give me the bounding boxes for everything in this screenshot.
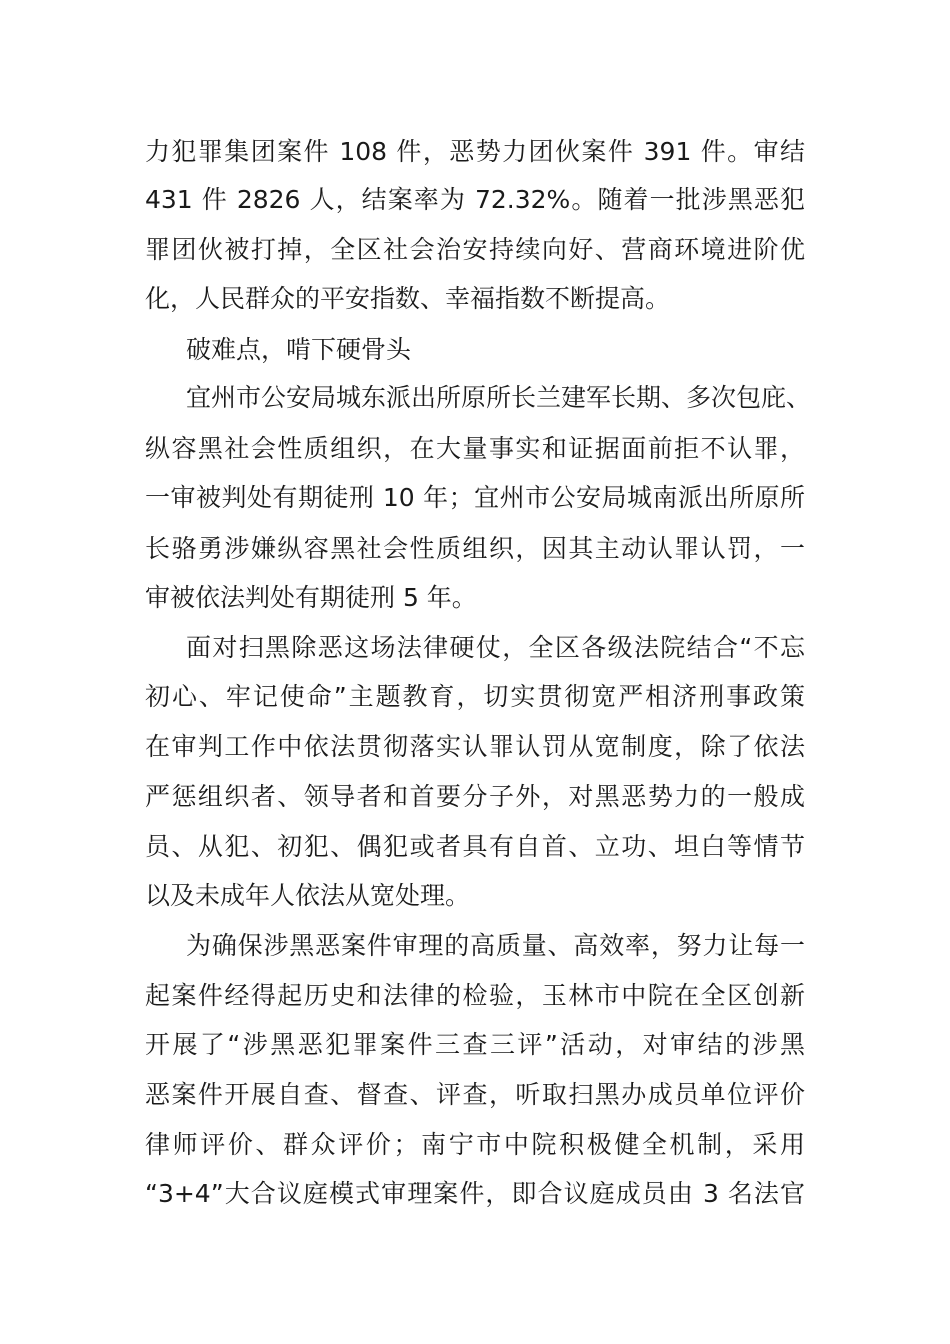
paragraph-line: 纵容黑社会性质组织，在大量事实和证据面前拒不认罪，	[145, 434, 805, 463]
paragraph-line: 面对扫黑除恶这场法律硬仗，全区各级法院结合“不忘	[186, 633, 805, 662]
paragraph-line: 罪团伙被打掉，全区社会治安持续向好、营商环境进阶优	[145, 235, 805, 264]
paragraph-line: 恶案件开展自查、督查、评查，听取扫黑办成员单位评价	[145, 1080, 805, 1109]
paragraph-line: 为确保涉黑恶案件审理的高质量、高效率，努力让每一	[186, 931, 805, 960]
paragraph-line: 律师评价、群众评价；南宁市中院积极健全机制，采用	[145, 1130, 805, 1159]
paragraph-line: 431 件 2826 人，结案率为 72.32%。随着一批涉黑恶犯	[145, 185, 805, 214]
paragraph-line: 审被依法判处有期徒刑 5 年。	[145, 583, 477, 612]
paragraph-line: 员、从犯、初犯、偶犯或者具有自首、立功、坦白等情节	[145, 832, 805, 861]
section-heading: 破难点，啃下硬骨头	[186, 335, 412, 364]
paragraph-line: 在审判工作中依法贯彻落实认罪认罚从宽制度，除了依法	[145, 732, 805, 761]
paragraph-line: 宜州市公安局城东派出所原所长兰建军长期、多次包庇、	[186, 383, 812, 412]
paragraph-line: 长骆勇涉嫌纵容黑社会性质组织，因其主动认罪认罚，一	[145, 534, 805, 563]
paragraph-line: 起案件经得起历史和法律的检验，玉林市中院在全区创新	[145, 981, 805, 1010]
paragraph-line: 一审被判处有期徒刑 10 年；宜州市公安局城南派出所原所	[145, 483, 805, 512]
paragraph-line: 开展了“涉黑恶犯罪案件三查三评”活动，对审结的涉黑	[145, 1030, 805, 1059]
paragraph-line: 初心、牢记使命”主题教育，切实贯彻宽严相济刑事政策	[145, 682, 805, 711]
paragraph-line: 以及未成年人依法从宽处理。	[145, 881, 471, 910]
paragraph-line: 力犯罪集团案件 108 件，恶势力团伙案件 391 件。审结	[145, 137, 805, 166]
paragraph-line: 化，人民群众的平安指数、幸福指数不断提高。	[145, 284, 671, 313]
paragraph-line: “3+4”大合议庭模式审理案件，即合议庭成员由 3 名法官	[145, 1179, 805, 1208]
paragraph-line: 严惩组织者、领导者和首要分子外，对黑恶势力的一般成	[145, 782, 805, 811]
